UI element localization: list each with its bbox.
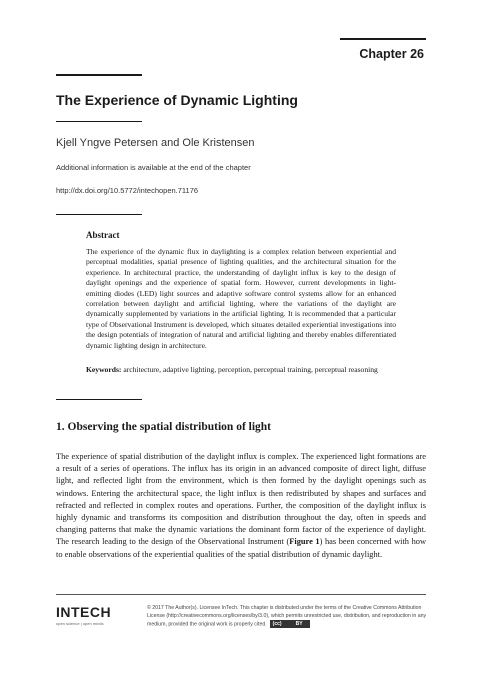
- license-notice: [147, 604, 427, 628]
- intech-logo: [56, 604, 120, 626]
- title-bottom-rule: [56, 121, 142, 122]
- section-body: [56, 451, 426, 561]
- keywords-label: Keywords:: [86, 365, 122, 374]
- abstract-heading: Abstract: [86, 230, 120, 240]
- logo-wordmark: INTECH: [56, 604, 112, 620]
- cc-badge-left: (cc): [272, 621, 282, 627]
- chapter-label: Chapter 26: [359, 47, 424, 61]
- figure-reference[interactable]: Figure 1: [289, 537, 320, 547]
- chapter-rule: [340, 38, 426, 40]
- cc-badge-right: BY: [295, 621, 303, 627]
- footer-rule: [56, 594, 426, 595]
- additional-info: Additional information is available at the end of the chapter: [56, 163, 251, 172]
- section-heading: 1. Observing the spatial distribution of light: [56, 421, 272, 433]
- title-top-rule: [56, 74, 142, 76]
- abstract-top-rule: [56, 214, 142, 215]
- abstract-body: The experience of the dynamic flux in daylighting is a complex relation between experiential and perceptual modalities, spatial presence of lighting qualities, and the architectural situation for the experience. In architectural practice, the understanding of daylight influx is key to the design of daylight openings and the experience of spatial form. However, current developments in light-emitting diodes (LED) light sources and adaptive software control systems allow for an enhanced correlation between daylight and artificial lighting, where the variations of the daylight are dynamically supplemented by variations in the artificial lighting. It is recommended that a particular type of Observational Instrument is developed, which situates detailed experiential investigations into the design potentials of integration of natural and artificial lighting and thereby enables differentiated dynamic lighting design in architecture.: [86, 247, 396, 350]
- paper-title: The Experience of Dynamic Lighting: [56, 92, 298, 108]
- section-body-part2: ) has been concerned with how to enable observations of the experiential qualities of the spatial distribution of dynamic daylight.: [56, 537, 427, 559]
- authors: Kjell Yngve Petersen and Ole Kristensen: [56, 137, 255, 149]
- logo-tagline: open science | open minds: [56, 621, 104, 626]
- section-top-rule: [56, 399, 142, 400]
- keywords: [86, 365, 396, 375]
- section-body-part1: The experience of spatial distribution of the daylight influx is complex. The experienced light formations are a result of a series of operations. The influx has its origin in an advanced composite of direct light, diffuse light, and reflected light from the environment, which is then formed by the daylight openings such as windows. Entering the architectural space, the light influx is then redistributed by shapes and surfaces and refracted and reflected in complex routes and operations. Further, the composition of the daylight influx is highly dynamic and transforms its composition and distribution throughout the day, often in speeds and changing patterns that make the dynamic variations the dominant form factor of the experience of daylight. The research leading to the design of the Observational Instrument (: [56, 452, 426, 547]
- cc-by-badge[interactable]: [270, 620, 310, 628]
- license-text: © 2017 The Author(s). Licensee InTech. This chapter is distributed under the terms of the Creative Commons Attribution License (http://creativecommons.org/licenses/by/3.0), which permits unrestricted use, distribution, and reproduction in any medium, provided the original work is properly cited.: [147, 605, 427, 628]
- keywords-text: architecture, adaptive lighting, perception, perceptual training, perceptual reasoning: [123, 365, 378, 374]
- doi-link[interactable]: http://dx.doi.org/10.5772/intechopen.71176: [56, 186, 199, 195]
